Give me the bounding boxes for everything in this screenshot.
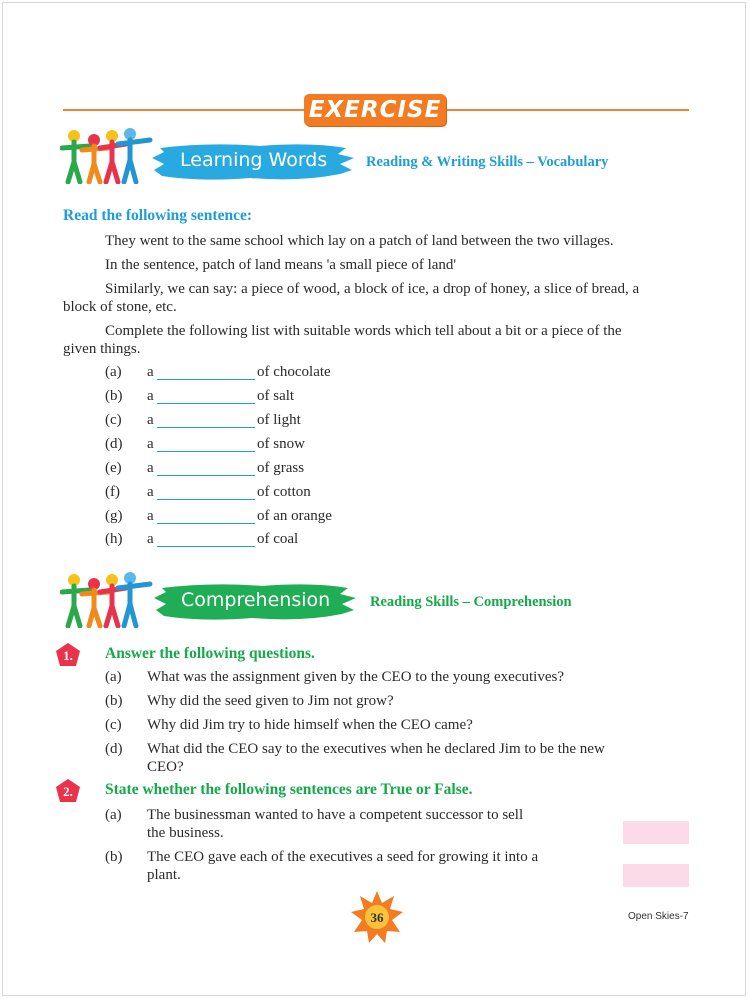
item-article: a (147, 436, 154, 452)
children-icon (60, 570, 154, 628)
item-article: a (147, 412, 154, 428)
question-text-continued: plant. (147, 867, 181, 883)
item-object: of cotton (257, 484, 311, 500)
comprehension-title: Comprehension (181, 589, 331, 611)
answer-blank[interactable] (157, 403, 255, 404)
paragraph-4-line-1: Complete the following list with suitable words which tell about a bit or a piece of the (105, 323, 622, 339)
item-article: a (147, 388, 154, 404)
question-label: (a) (105, 807, 122, 823)
answer-blank[interactable] (157, 499, 255, 500)
answer-blank[interactable] (157, 427, 255, 428)
answer-blank[interactable] (157, 523, 255, 524)
item-object: of snow (257, 436, 305, 452)
item-object: of coal (257, 531, 299, 547)
true-false-answer-box-a[interactable] (623, 821, 689, 844)
question-label: (b) (105, 849, 123, 865)
item-object: of chocolate (257, 364, 331, 380)
answer-questions-heading: Answer the following questions. (105, 645, 315, 662)
item-article: a (147, 460, 154, 476)
vocabulary-skill-label: Reading & Writing Skills – Vocabulary (366, 154, 609, 170)
header-rule-right (444, 109, 689, 111)
item-object: of salt (257, 388, 295, 404)
item-label: (b) (105, 388, 123, 404)
question-text: Why did the seed given to Jim not grow? (147, 693, 394, 709)
item-label: (a) (105, 364, 122, 380)
question-text: What did the CEO say to the executives when he declared Jim to be the new (147, 741, 605, 757)
question-text-continued: CEO? (147, 759, 184, 775)
question-label: (d) (105, 741, 123, 757)
question-text: What was the assignment given by the CEO to the young executives? (147, 669, 564, 685)
answer-blank[interactable] (157, 451, 255, 452)
learning-words-title: Learning Words (180, 149, 328, 171)
question-label: (b) (105, 693, 123, 709)
item-label: (g) (105, 508, 123, 524)
item-label: (c) (105, 412, 122, 428)
question-label: (a) (105, 669, 122, 685)
children-icon (60, 126, 154, 184)
exercise-title: EXERCISE (304, 94, 446, 126)
item-object: of grass (257, 460, 305, 476)
question-number-badge (55, 778, 81, 804)
question-text: Why did Jim try to hide himself when the CEO came? (147, 717, 473, 733)
paragraph-3-line-2: block of stone, etc. (63, 299, 177, 315)
page-number-star (350, 890, 404, 944)
answer-blank[interactable] (157, 475, 255, 476)
answer-blank[interactable] (157, 379, 255, 380)
question-text-continued: the business. (147, 825, 224, 841)
true-false-heading: State whether the following sentences are True or False. (105, 781, 473, 798)
read-sentence-heading: Read the following sentence: (63, 207, 252, 224)
question-text: The businessman wanted to have a competent successor to sell (147, 807, 524, 823)
book-title: Open Skies-7 (628, 911, 689, 922)
item-object: of an orange (257, 508, 332, 524)
header-rule-left (63, 109, 308, 111)
paragraph-2: In the sentence, patch of land means 'a small piece of land' (105, 257, 457, 273)
item-article: a (147, 531, 154, 547)
paragraph-3-line-1: Similarly, we can say: a piece of wood, a block of ice, a drop of honey, a slice of bread, a (105, 281, 640, 297)
item-label: (f) (105, 484, 120, 500)
item-label: (e) (105, 460, 122, 476)
question-text: The CEO gave each of the executives a seed for growing it into a (147, 849, 539, 865)
item-label: (d) (105, 436, 123, 452)
question-number-1: 1. (63, 648, 73, 663)
item-label: (h) (105, 531, 123, 547)
paragraph-1: They went to the same school which lay on a patch of land between the two villages. (105, 233, 614, 249)
paragraph-4-line-2: given things. (63, 341, 141, 357)
item-article: a (147, 364, 154, 380)
item-article: a (147, 484, 154, 500)
item-object: of light (257, 412, 301, 428)
answer-blank[interactable] (157, 546, 255, 547)
comprehension-skill-label: Reading Skills – Comprehension (370, 594, 572, 610)
item-article: a (147, 508, 154, 524)
page-number: 36 (370, 910, 384, 925)
question-number-2: 2. (63, 784, 73, 799)
question-label: (c) (105, 717, 122, 733)
question-number-badge (55, 642, 81, 668)
true-false-answer-box-b[interactable] (623, 864, 689, 887)
